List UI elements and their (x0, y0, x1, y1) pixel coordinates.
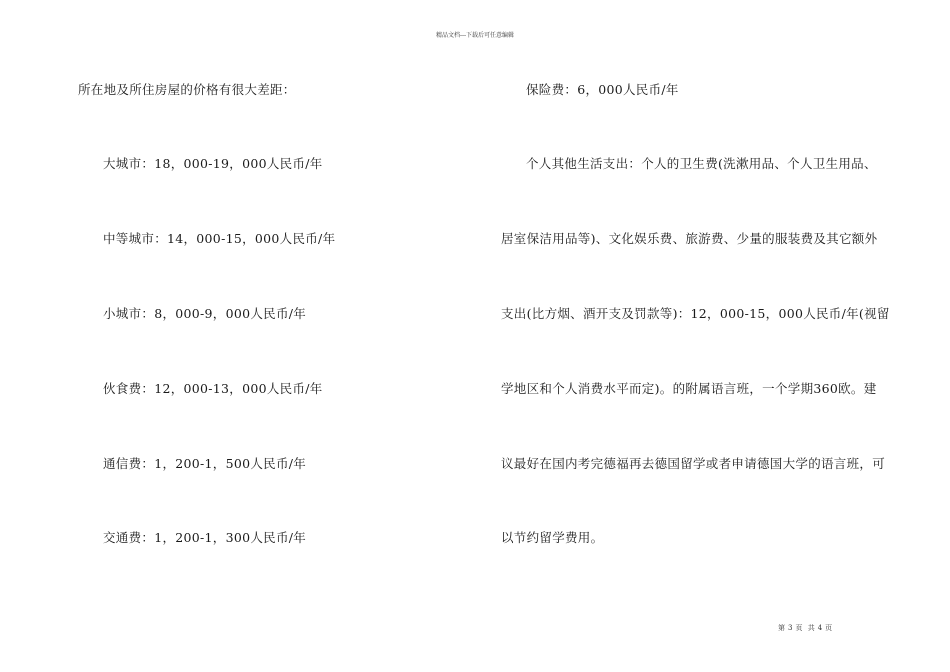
footer-page-unit: 页 (795, 624, 803, 632)
page-header: 精品文档---下载后可任意编辑 (435, 32, 515, 39)
page-footer (778, 623, 835, 633)
paragraph-line: 支出(比方烟、酒开支及罚款等)：12，000-15，000人民币/年(视留 (501, 306, 890, 321)
footer-total-unit: 页 (825, 624, 833, 632)
paragraph-line: 交通费：1，200-1，300人民币/年 (103, 530, 307, 545)
paragraph-line: 通信费：1，200-1，500人民币/年 (103, 456, 307, 471)
footer-total-number: 4 (817, 624, 823, 632)
paragraph-line: 保险费：6，000人民币/年 (526, 82, 679, 97)
paragraph-line: 学地区和个人消费水平而定)。的附属语言班，一个学期360欧。建 (501, 381, 877, 396)
footer-page-label: 第 (778, 624, 785, 632)
paragraph-line: 所在地及所住房屋的价格有很大差距： (78, 82, 296, 97)
footer-page-number: 3 (788, 624, 793, 632)
paragraph-line: 小城市：8，000-9，000人民币/年 (103, 306, 307, 321)
paragraph-line: 个人其他生活支出：个人的卫生费(洗漱用品、个人卫生用品、 (526, 156, 877, 171)
paragraph-line: 以节约留学费用。 (501, 530, 604, 545)
paragraph-line: 大城市：18，000-19，000人民币/年 (103, 156, 323, 171)
paragraph-line: 议最好在国内考完德福再去德国留学或者申请德国大学的语言班，可 (501, 456, 886, 471)
paragraph-line: 中等城市：14，000-15，000人民币/年 (103, 231, 336, 246)
paragraph-line: 伙食费：12，000-13，000人民币/年 (103, 381, 323, 396)
footer-total-label: 共 (807, 624, 815, 632)
paragraph-line: 居室保洁用品等)、文化娱乐费、旅游费、少量的服装费及其它额外 (501, 231, 878, 246)
